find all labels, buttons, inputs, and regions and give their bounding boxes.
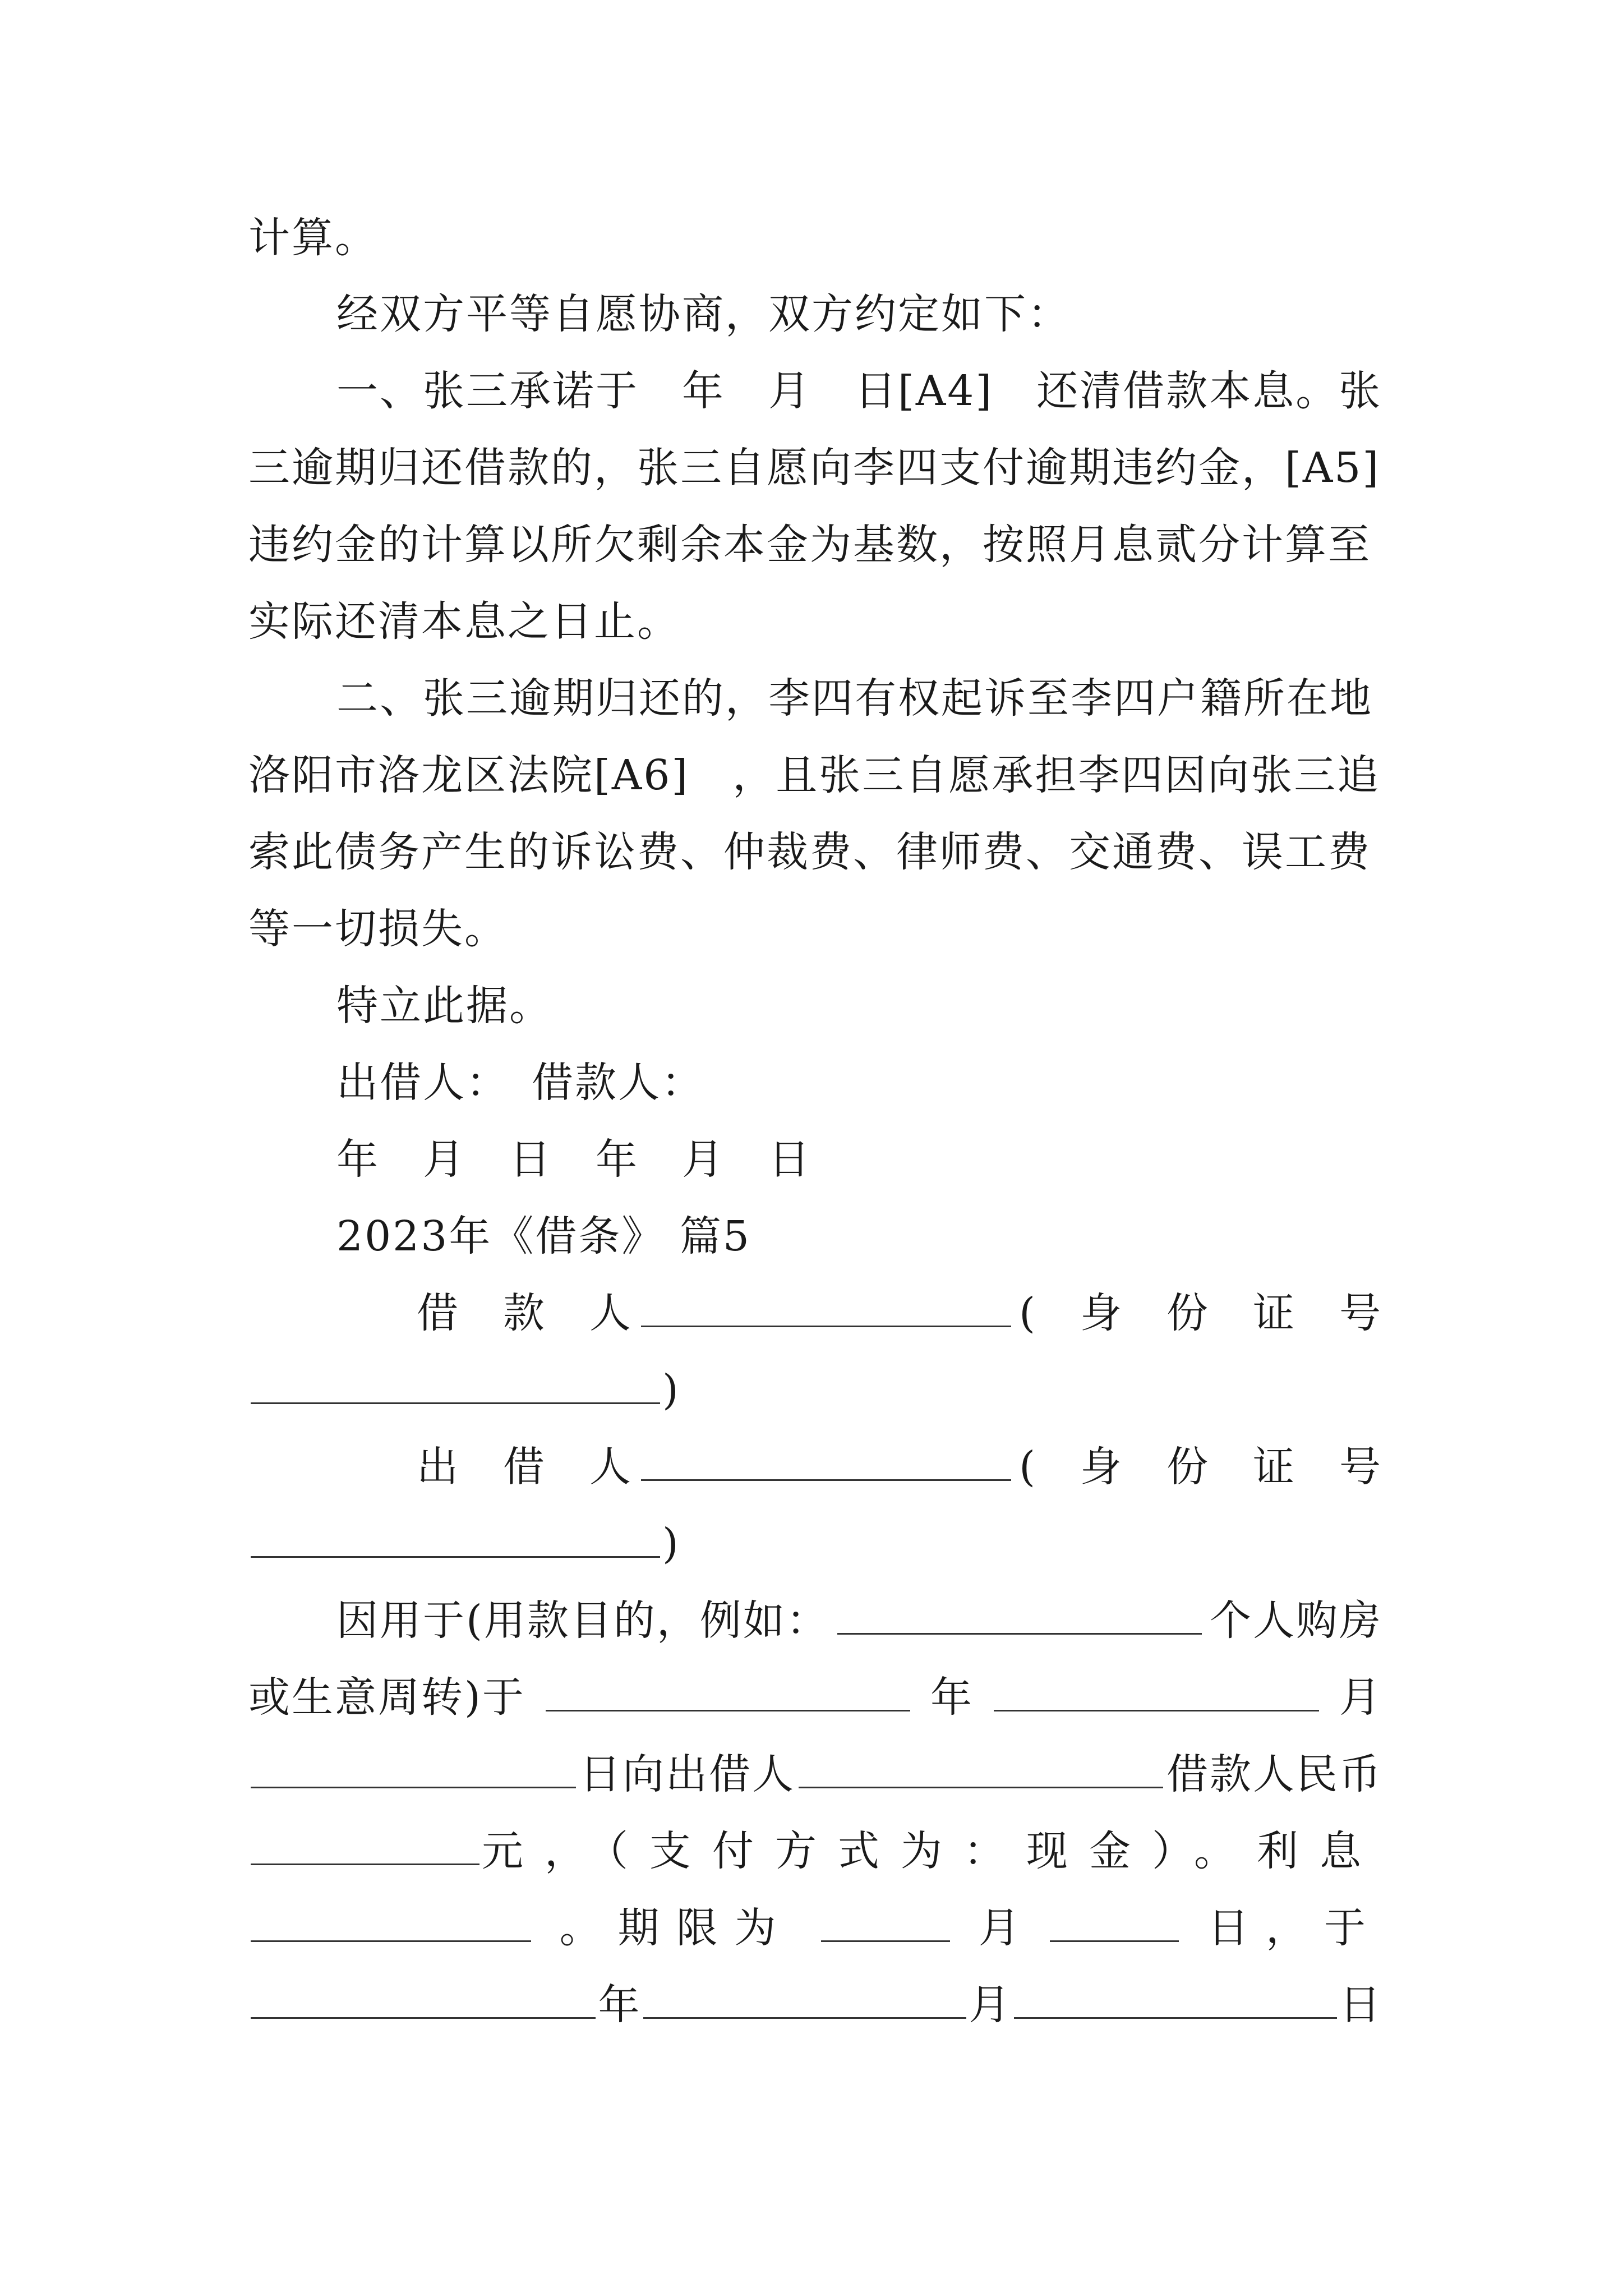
text-line: 实际还清本息之日止。 [248, 597, 680, 646]
purpose-text: 因用于(用款目的，例如： [336, 1596, 829, 1645]
id-label: ( 身 份 证 号 [1019, 1289, 1382, 1337]
date-text: 或生意周转)于 [248, 1673, 525, 1722]
amount-blank [251, 1824, 479, 1865]
year-label: 年 [930, 1673, 974, 1722]
repay-date-row [248, 1975, 1382, 2035]
text-line: 二、张三逾期归还的，李四有权起诉至李四户籍所在地 [336, 674, 1373, 723]
close-paren: ) [662, 1366, 680, 1414]
section-heading: 2023年《借条》 篇5 [336, 1212, 751, 1260]
date-line: 年 月 日 年 月 日 [336, 1135, 811, 1184]
close-paren: ) [662, 1520, 680, 1568]
repay-day-blank [1014, 1978, 1337, 2019]
lender-id-row [248, 1513, 1382, 1574]
borrow-rmb: 借款人民币 [1166, 1750, 1382, 1798]
lender-row [417, 1437, 1382, 1497]
lender-name-blank-2 [799, 1747, 1163, 1788]
repay-month-label: 月 [969, 1981, 1012, 2029]
text-line: 计算。 [248, 214, 378, 262]
term-day-blank [1050, 1901, 1179, 1942]
text-line: 等一切损失。 [248, 905, 508, 953]
repay-year-blank [251, 1978, 596, 2019]
borrower-name-blank [641, 1286, 1011, 1327]
purpose-blank [837, 1594, 1202, 1635]
borrower-id-row [248, 1360, 1382, 1420]
text-line: 三逾期归还借款的，张三自愿向李四支付逾期违约金，[A5] [248, 444, 1381, 492]
day-blank [251, 1747, 576, 1788]
year-blank [546, 1671, 910, 1711]
lender-amount-row [248, 1744, 1382, 1805]
term-day-label: 日，于 [1207, 1904, 1382, 1952]
purpose-example: 个人购房 [1210, 1596, 1382, 1645]
day-to-lender: 日向出借人 [579, 1750, 795, 1798]
text-line: 违约金的计算以所欠剩余本金为基数，按照月息贰分计算至 [248, 521, 1371, 569]
borrower-label: 借 款 人 [417, 1289, 633, 1337]
id-label: ( 身 份 证 号 [1019, 1443, 1382, 1491]
term-label: 。期限为 [559, 1904, 793, 1952]
month-blank [994, 1671, 1319, 1711]
text-line: 经双方平等自愿协商，双方约定如下： [336, 290, 1071, 338]
text-line: 特立此据。 [336, 982, 552, 1030]
text-line: 索此债务产生的诉讼费、仲裁费、律师费、交通费、误工费 [248, 828, 1371, 876]
term-month-blank [821, 1901, 950, 1942]
borrower-id-blank [251, 1363, 660, 1404]
signature-labels: 出借人： 借款人： [336, 1059, 704, 1107]
month-label: 月 [1339, 1673, 1382, 1722]
repay-month-blank [643, 1978, 966, 2019]
interest-blank [251, 1901, 531, 1942]
lender-name-blank [641, 1440, 1011, 1481]
term-row [248, 1898, 1382, 1958]
lender-id-blank [251, 1517, 660, 1558]
borrower-row [417, 1283, 1382, 1343]
purpose-row [336, 1590, 1382, 1651]
text-line: 一、张三承诺于 年 月 日[A4] 还清借款本息。张 [336, 367, 1382, 415]
date-row [248, 1667, 1382, 1728]
term-month-label: 月 [978, 1904, 1022, 1952]
amount-row [248, 1821, 1382, 1881]
repay-year-label: 年 [598, 1981, 642, 2029]
repay-day-label: 日 [1339, 1981, 1382, 2029]
lender-label: 出 借 人 [417, 1443, 633, 1491]
text-line: 洛阳市洛龙区法院[A6] ，且张三自愿承担李四因向张三追 [248, 751, 1381, 799]
payment-method-text: 元，（支付方式为：现金）。利息 [482, 1827, 1382, 1875]
